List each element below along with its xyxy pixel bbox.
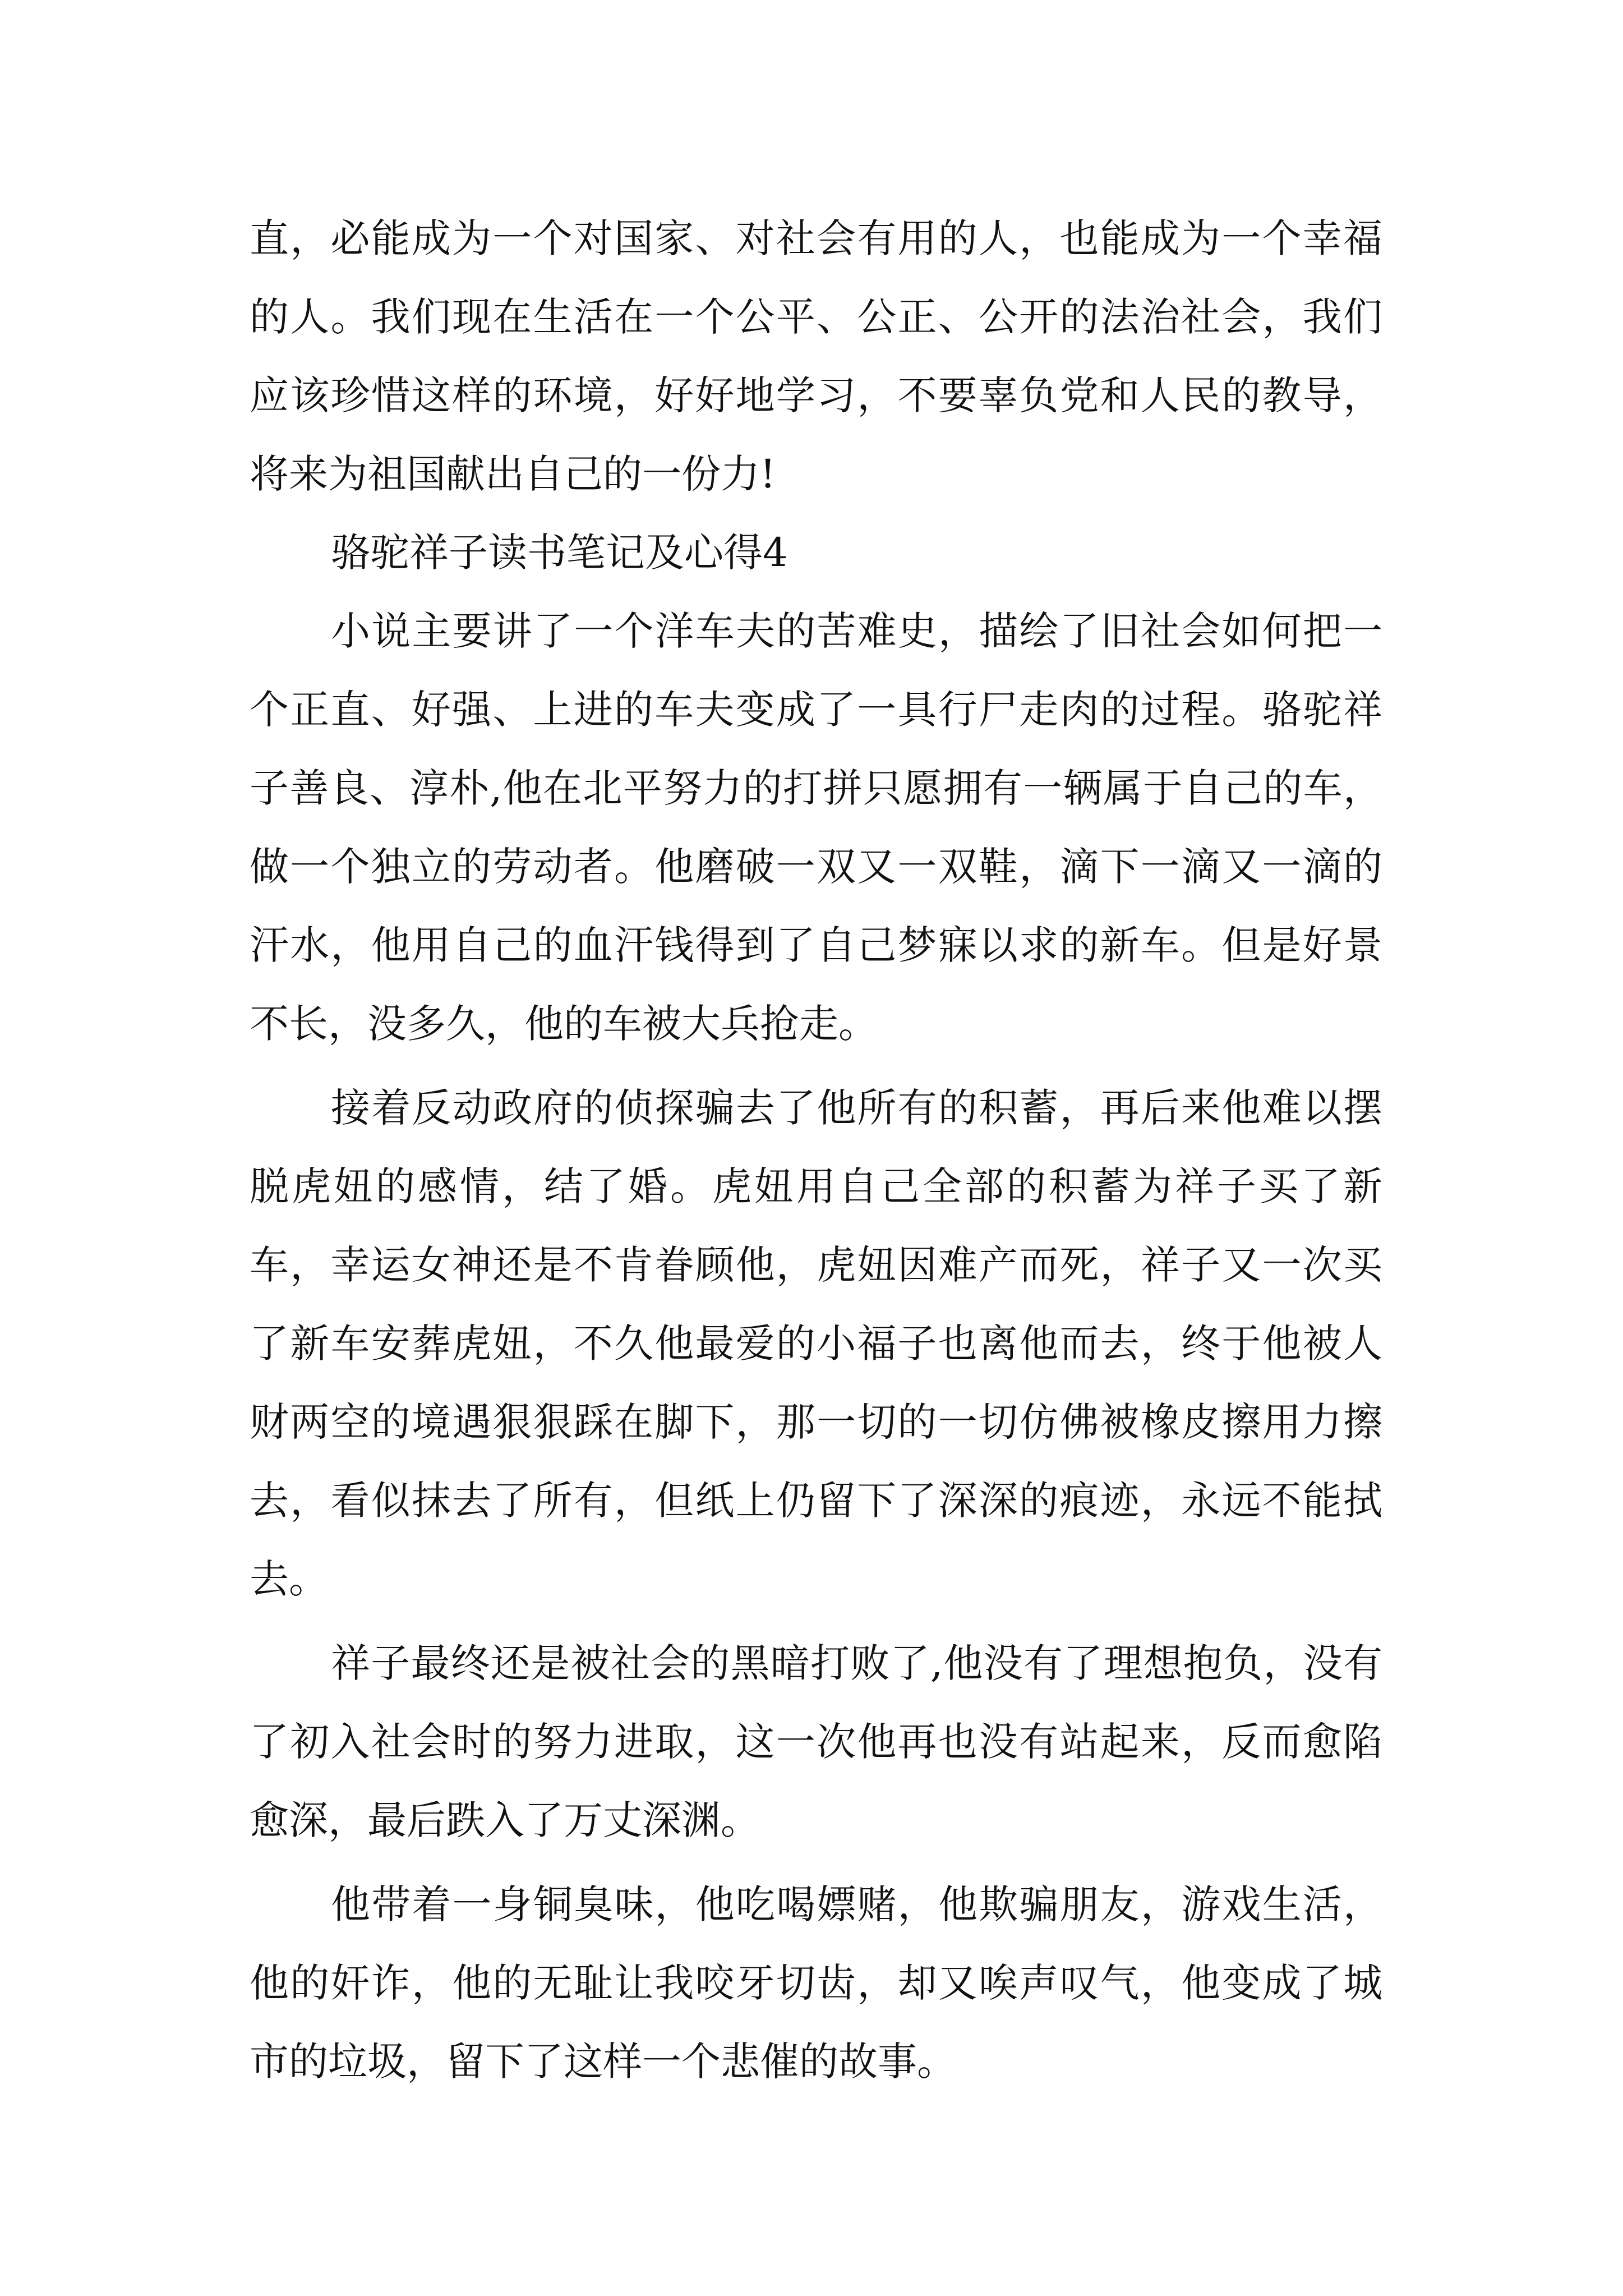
paragraph-spacer [250, 1063, 1382, 1069]
paragraph-spacer [250, 1618, 1382, 1624]
paragraph: 他带着一身铜臭味，他吃喝嫖赌，他欺骗朋友，游戏生活，他的奸诈，他的无耻让我咬牙切齿，却又唉声叹气，他变成了城市的垃圾，留下了这样一个悲催的故事。 [250, 1881, 1382, 2085]
document-body [250, 199, 1382, 2101]
paragraph: 祥子最终还是被社会的黑暗打败了,他没有了理想抱负，没有了初入社会时的努力进取，这一次他再也没有站起来，反而愈陷愈深，最后跌入了万丈深渊。 [250, 1640, 1382, 1843]
paragraph-continuation: 直，必能成为一个对国家、对社会有用的人，也能成为一个幸福的人。我们现在生活在一个公平、公正、公开的法治社会，我们应该珍惜这样的环境，好好地学习，不要辜负党和人民的教导，将来为祖国献出自己的一份力! [250, 215, 1382, 497]
paragraph-spacer [250, 1860, 1382, 1865]
paragraph: 接着反动政府的侦探骗去了他所有的积蓄，再后来他难以摆脱虎妞的感情，结了婚。虎妞用自己全部的积蓄为祥子买了新车，幸运女神还是不肯眷顾他，虎妞因难产而死，祥子又一次买了新车安葬虎妞，不久他最爱的小福子也离他而去，终于他被人财两空的境遇狠狠踩在脚下，那一切的一切仿佛被橡皮擦用力擦去，看似抹去了所有，但纸上仍留下了深深的痕迹，永远不能拭去。 [250, 1085, 1382, 1602]
paragraph: 小说主要讲了一个洋车夫的苦难史，描绘了旧社会如何把一个正直、好强、上进的车夫变成了一具行尸走肉的过程。骆驼祥子善良、淳朴,他在北平努力的打拼只愿拥有一辆属于自己的车，做一个独立的劳动者。他磨破一双又一双鞋，滴下一滴又一滴的汗水，他用自己的血汗钱得到了自己梦寐以求的新车。但是好景不长，没多久，他的车被大兵抢走。 [250, 608, 1382, 1047]
section-heading: 骆驼祥子读书笔记及心得4 [331, 530, 788, 576]
